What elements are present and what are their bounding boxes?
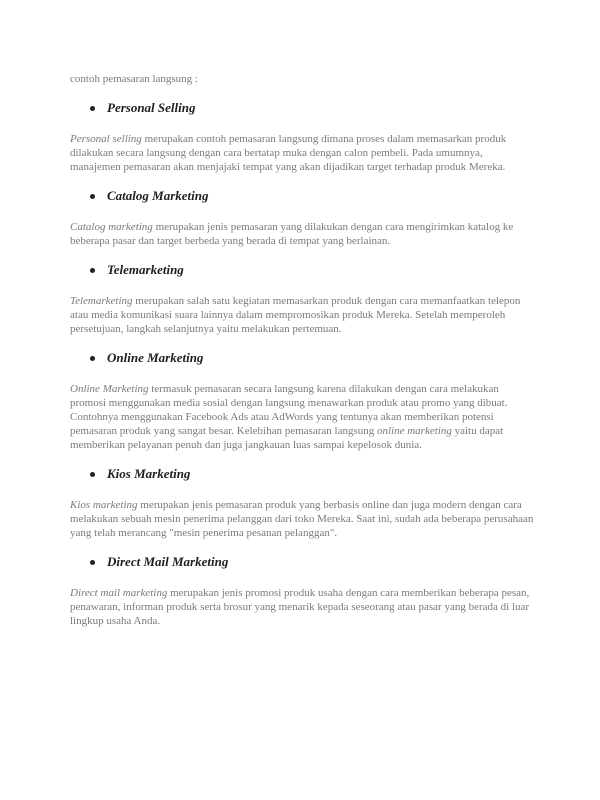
paragraph-direct-mail-marketing: [70, 586, 534, 628]
heading-text: Personal Selling: [107, 100, 196, 115]
paragraph-kios-marketing: [70, 498, 534, 540]
paragraph-body: merupakan salah satu kegiatan memasarkan produk dengan cara memanfaatkan telepon atau media komunikasi suara lainnya dalam mempromosikan produk Mereka. Setelah memperoleh persetujuan, langkah selanjutnya yaitu melakukan pertemuan.: [70, 295, 521, 335]
bullet-icon: [90, 472, 95, 477]
heading-text: Direct Mail Marketing: [107, 554, 229, 569]
heading-text: Telemarketing: [107, 262, 184, 277]
bullet-icon: [90, 560, 95, 565]
heading-personal-selling: [90, 100, 534, 116]
intro-text: contoh pemasaran langsung :: [70, 73, 198, 85]
paragraph-body: merupakan jenis pemasaran produk yang berbasis online dan juga modern dengan cara melakukan sebuah mesin penerima pelanggan dari toko Mereka. Saat ini, sudah ada beberapa perusahaan yang telah merancang "mesin penerima pesanan pelanggan".: [70, 499, 534, 539]
bullet-icon: [90, 194, 95, 199]
paragraph-personal-selling: [70, 132, 534, 174]
paragraph-body: termasuk pemasaran secara langsung karena dilakukan dengan cara melakukan promosi menggunakan media sosial dengan langsung menawarkan produk atau promo yang dibuat. Contohnya menggunakan Facebook Ads atau AdWords yang tentunya akan memberikan potensi pemasaran produk yang sangat besar. Kelebihan pemasaran langsung: [70, 383, 508, 437]
heading-text: Kios Marketing: [107, 466, 191, 481]
term: Telemarketing: [70, 295, 133, 307]
heading-kios-marketing: [90, 466, 534, 482]
heading-text: Online Marketing: [107, 350, 204, 365]
bullet-icon: [90, 268, 95, 273]
heading-telemarketing: [90, 262, 534, 278]
term: Kios marketing: [70, 499, 138, 511]
paragraph-online-marketing: [70, 382, 534, 452]
paragraph-telemarketing: [70, 294, 534, 336]
term: Personal selling: [70, 133, 142, 145]
term: Catalog marketing: [70, 221, 153, 233]
paragraph-body: merupakan contoh pemasaran langsung dimana proses dalam memasarkan produk dilakukan secara langsung dengan cara bertatap muka dengan calon pembeli. Pada umumnya, manajemen pemasaran akan menjajaki tempat yang akan dijadikan target terhadap produk Mereka.: [70, 133, 507, 173]
paragraph-body: merupakan jenis promosi produk usaha dengan cara memberikan beberapa pesan, penawaran, informan produk serta brosur yang menarik kepada seseorang atau pasar yang berada di luar lingkup usaha Anda.: [70, 587, 530, 627]
term: Direct mail marketing: [70, 587, 168, 599]
bullet-icon: [90, 356, 95, 361]
heading-catalog-marketing: [90, 188, 534, 204]
heading-text: Catalog Marketing: [107, 188, 209, 203]
term-inline: online marketing: [376, 425, 452, 437]
term: Online Marketing: [70, 383, 149, 395]
heading-direct-mail-marketing: [90, 554, 534, 570]
heading-online-marketing: [90, 350, 534, 366]
bullet-icon: [90, 106, 95, 111]
paragraph-body-end: yaitu dapat memberikan pelayanan penuh dan juga jangkauan luas sampai kepelosok dunia.: [70, 425, 504, 451]
paragraph-body: merupakan jenis pemasaran yang dilakukan dengan cara mengirimkan katalog ke beberapa pasar dan target berbeda yang berada di tempat yang berlainan.: [70, 221, 514, 247]
paragraph-catalog-marketing: [70, 220, 534, 248]
